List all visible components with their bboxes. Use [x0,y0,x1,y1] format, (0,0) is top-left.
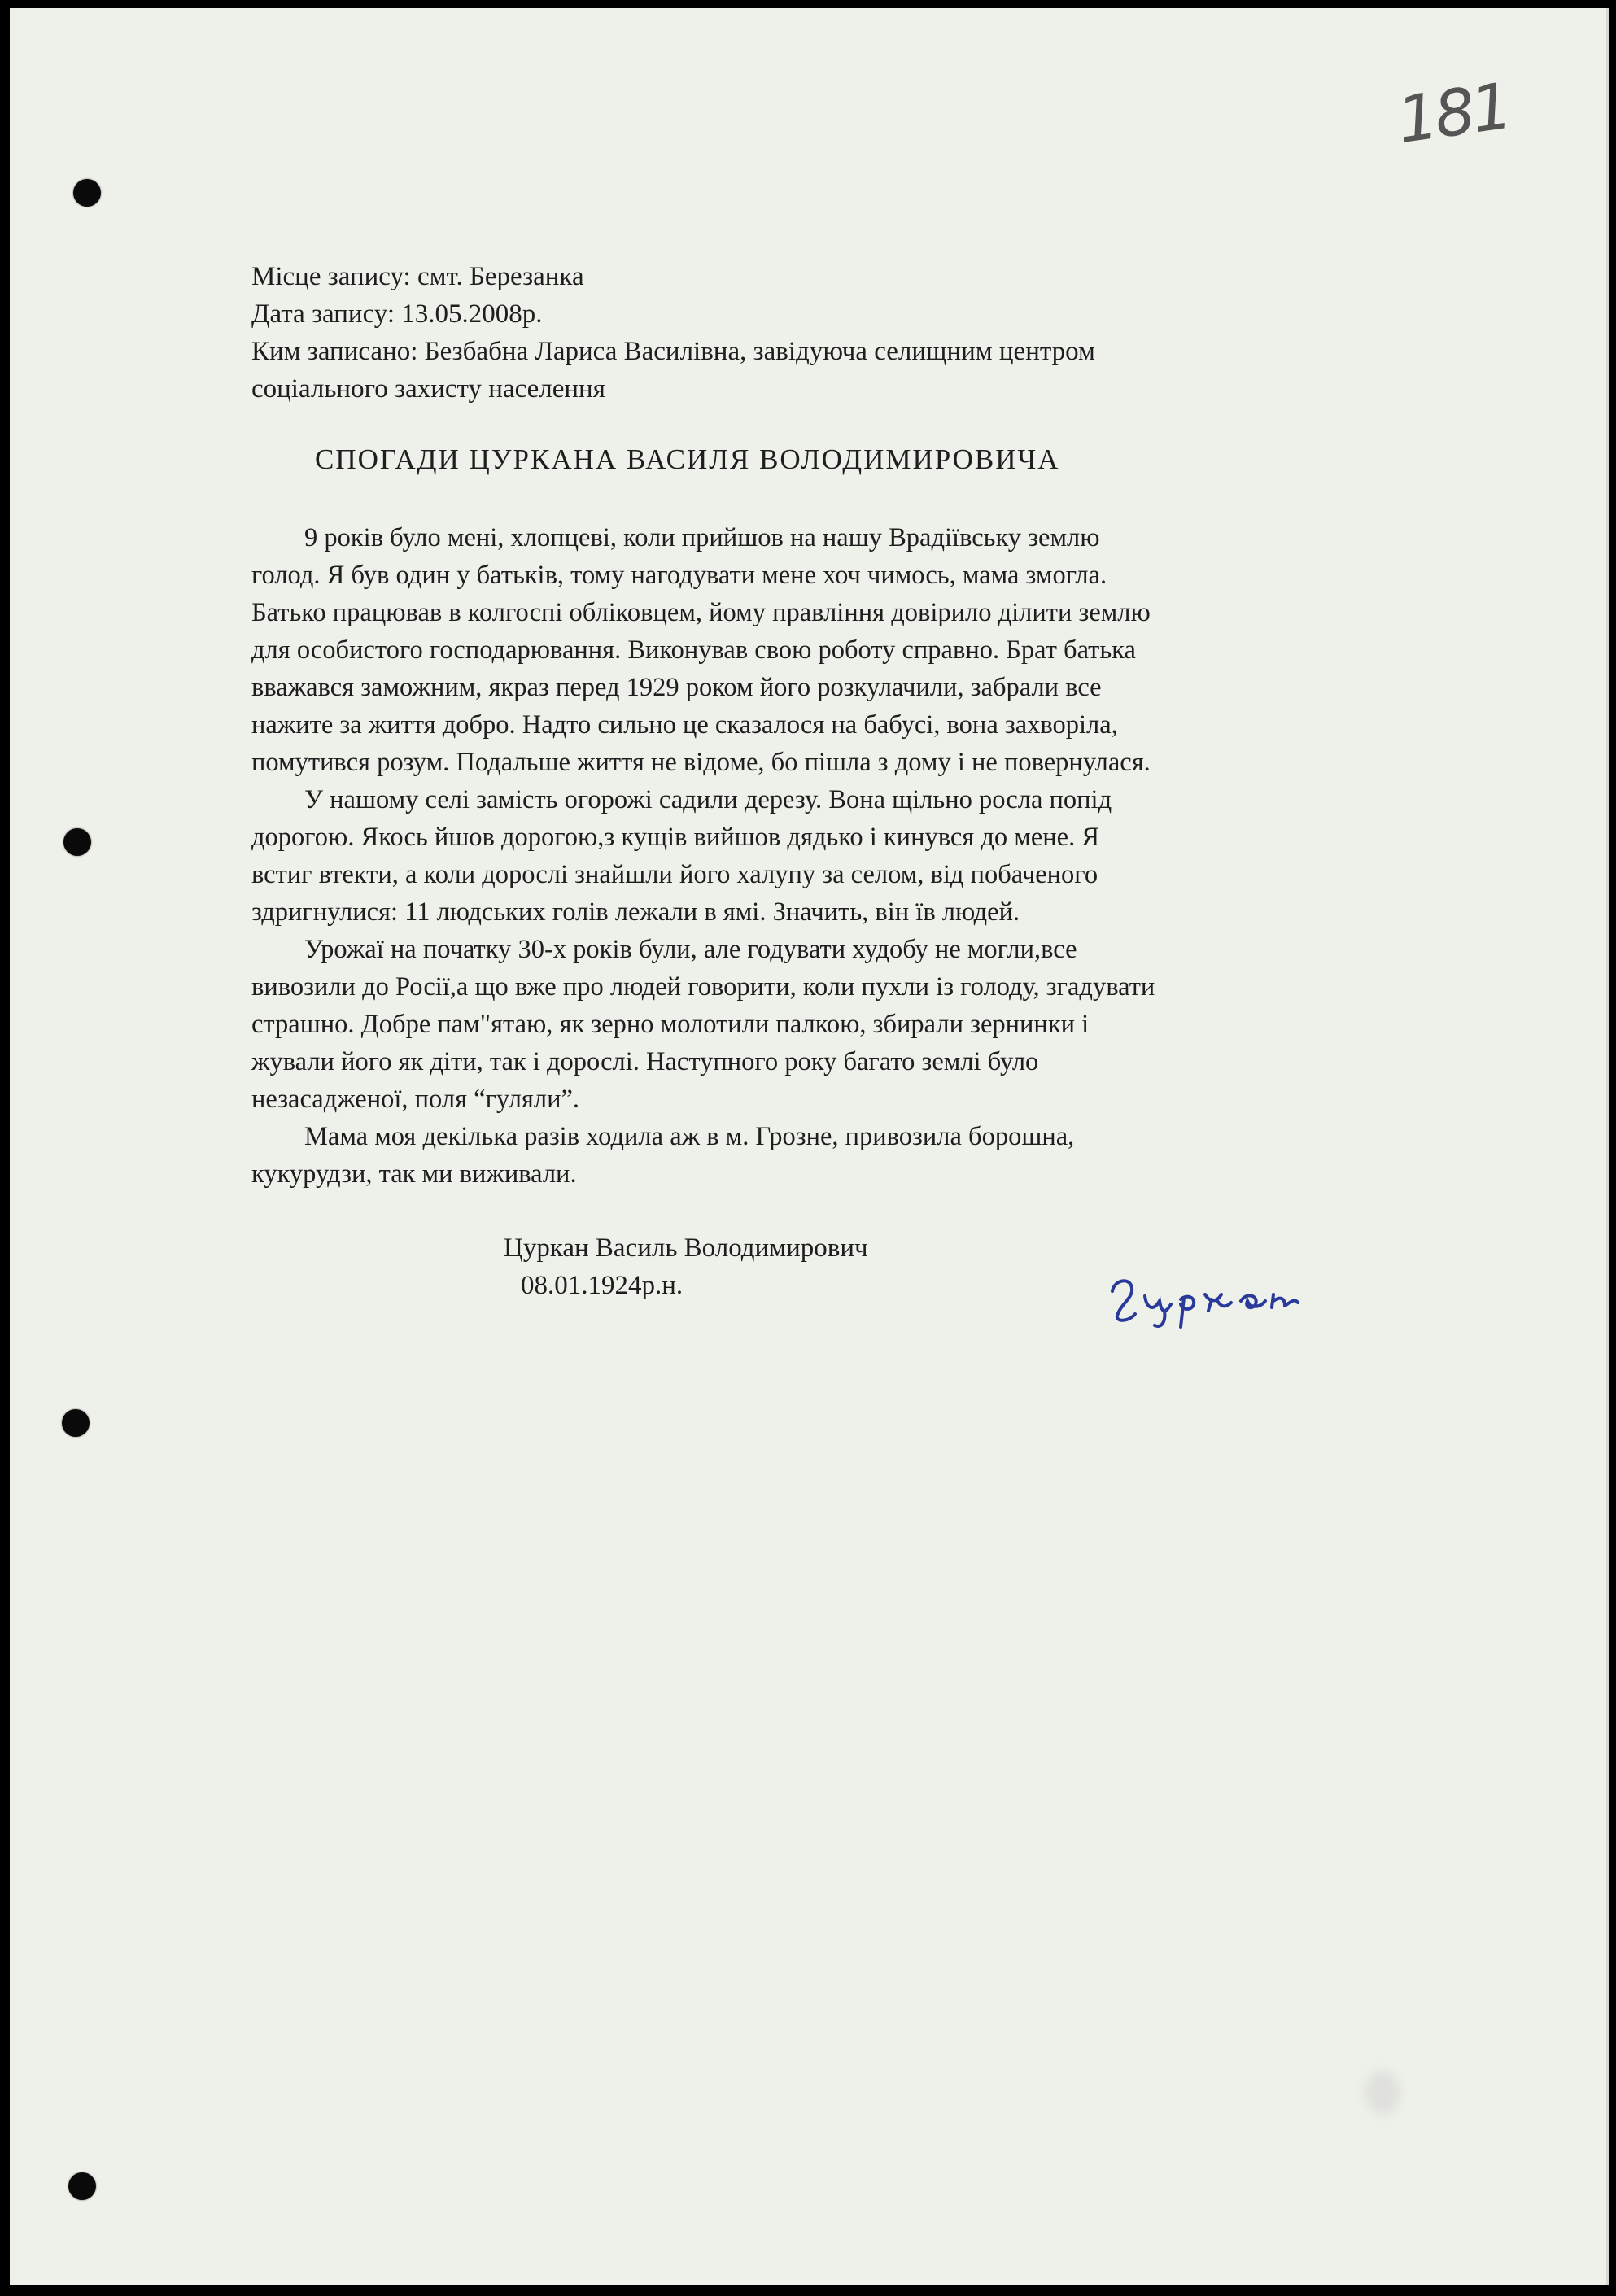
record-author-position: соціального захисту населення [251,374,605,404]
body-line: для особистого господарювання. Виконував свою роботу справно. Брат батька [251,635,1136,665]
body-line: У нашому селі замість огорожі садили дерезу. Вона щільно росла попід [251,785,1112,814]
punch-hole-2 [63,828,91,856]
body-line: вважався заможним, якраз перед 1929 роком його розкулачили, забрали все [251,673,1102,702]
signatory-name: Цуркан Василь Володимирович [504,1233,868,1263]
record-author: Ким записано: Безбабна Лариса Василівна, завідуюча селищним центром [251,337,1095,366]
body-line: страшно. Добре пам"ятаю, як зерно молотили палкою, збирали зернинки і [251,1010,1090,1039]
document-title: СПОГАДИ ЦУРКАНА ВАСИЛЯ ВОЛОДИМИРОВИЧА [315,443,1060,475]
body-line: Урожаї на початку 30-х років були, але годувати худобу не могли,все [251,935,1077,964]
memoir-body [251,519,1155,1193]
punch-hole-1 [73,179,101,207]
body-line: здригнулися: 11 людських голів лежали в ямі. Значить, він їв людей. [251,897,1020,927]
handwritten-page-number: 181 [1393,69,1514,159]
record-place: Місце запису: смт. Березанка [251,262,584,291]
body-line: вивозили до Росії,а що вже про людей говорити, коли пухли із голоду, згадувати [251,972,1155,1002]
body-line: голод. Я був один у батьків, тому нагодувати мене хоч чимось, мама змогла. [251,561,1107,590]
handwritten-signature [1096,1265,1389,1330]
body-line: Батько працював в колгоспі обліковцем, йому правління довірило ділити землю [251,598,1151,627]
body-line: дорогою. Якось йшов дорогою,з кущів вийшов дядько і кинувся до мене. Я [251,823,1100,852]
body-line: незасадженої, поля “гуляли”. [251,1085,580,1114]
body-line: Мама моя декілька разів ходила аж в м. Грозне, привозила борошна, [251,1122,1075,1151]
punch-hole-4 [68,2172,96,2200]
paper-smudge [1365,2071,1400,2115]
body-line: нажите за життя добро. Надто сильно це сказалося на бабусі, вона захворіла, [251,710,1118,740]
punch-hole-3 [62,1409,90,1437]
record-metadata [251,258,1095,408]
signatory-birth-date: 08.01.1924р.н. [521,1271,684,1300]
body-line: кукурудзи, так ми виживали. [251,1159,577,1189]
record-date: Дата запису: 13.05.2008р. [251,299,543,329]
body-line: жували його як діти, так і дорослі. Наступного року багато землі було [251,1047,1039,1076]
body-line: помутився розум. Подальше життя не відоме, бо пішла з дому і не повернулася. [251,748,1151,777]
body-line: встиг втекти, а коли дорослі знайшли його халупу за селом, від побаченого [251,860,1098,889]
document-page [10,8,1609,2285]
body-line: 9 років було мені, хлопцеві, коли прийшов на нашу Врадіївську землю [251,523,1100,552]
